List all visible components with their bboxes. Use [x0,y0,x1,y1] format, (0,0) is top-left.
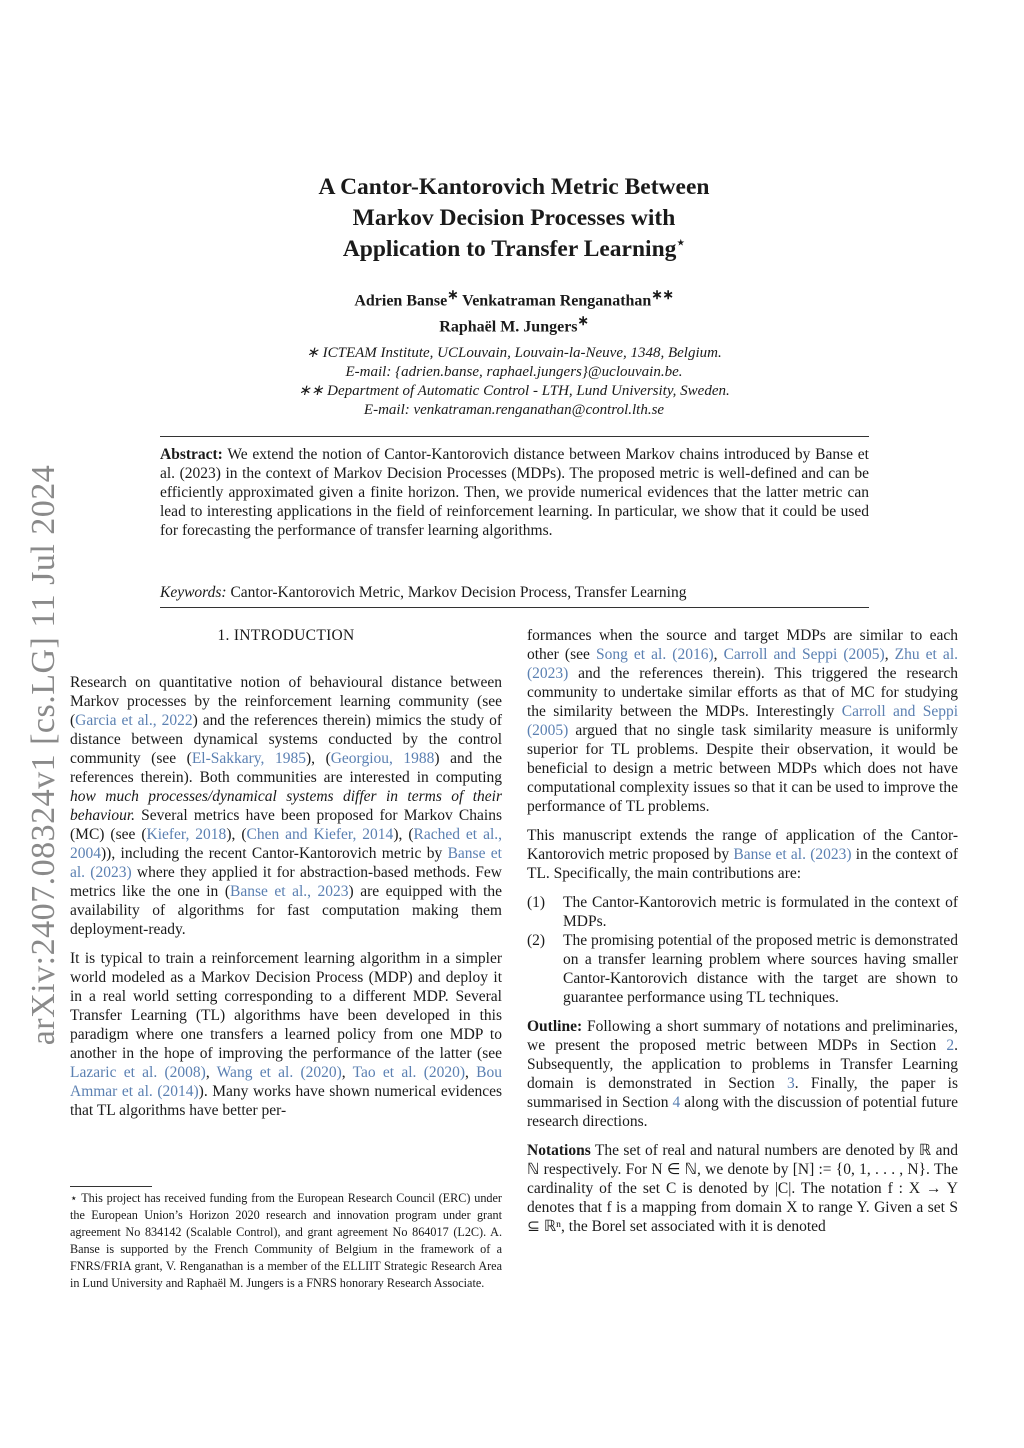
paper-title [200,172,828,265]
abstract-label: Abstract: [160,446,223,463]
citation-link[interactable]: Carroll and Seppi (2005) [723,646,885,663]
title-footnote-star[interactable]: ⋆ [676,236,686,252]
section-heading: 1. INTRODUCTION [217,627,355,644]
author-name: Raphaël M. Jungers [439,318,578,336]
citation-link[interactable]: Rached et al., 2004 [70,826,503,862]
citation-link[interactable]: Chen and Kiefer, 2014 [246,826,394,843]
author-mark: ∗ [577,313,589,329]
title-line-3: Application to Transfer Learning⋆ [342,236,686,262]
author-name: Adrien Banse [354,292,448,310]
citation-link[interactable]: Bou Ammar et al. (2014) [70,1064,502,1100]
author-mark: ∗ [447,287,459,302]
citation-link[interactable]: Carroll and Seppi (2005) [527,703,959,739]
right-column [527,626,958,1246]
author-name: Venkatraman Renganathan [462,292,652,310]
abstract-text: We extend the notion of Cantor-Kantorovich distance between Markov chains introduced by Banse et al. (2023) in the context of Markov Decision Processes (MDPs). The proposed metric is well-defined and can be efficiently approximated given a finite horizon. Then, we provide numerical evidences that the latter metric can lead to interesting applications in the field of reinforcement learning. In particular, we show that it could be used for forecasting the performance of transfer learning algorithms. [160,446,869,539]
notations-paragraph: Notations The set of real and natural numbers are denoted by ℝ and ℕ respectively. For N ∈ ℕ, we denote by [N] := {0, 1, . . . , N}. The cardinality of the set C is denoted by |C|. The notation f : X → Y denotes that f is a mapping from domain X to range Y. Given a set S ⊆ ℝⁿ, the Borel set associated with it is denoted [527,1142,958,1235]
citation-link[interactable]: Georgiou, 1988 [330,750,435,767]
intro-paragraph-2: It is typical to train a reinforcement learning algorithm in a simpler world modeled as a Markov Decision Process (MDP) and deploy it in a real world setting corresponding to a different MDP. Several Transfer Learning (TL) algorithms have been developed in this paradigm where one transfers a learned policy from one MDP to another in the hope of improving the performance of the latter (see Lazaric et al. (2008), Wang et al. (2020), Tao et al. (2020), Bou Ammar et al. (2014)). Many works have shown numerical evidences that TL algorithms have better per- [70,950,503,1119]
abstract-top-rule [160,436,869,437]
affiliation-line: ∗ ICTEAM Institute, UCLouvain, Louvain-la-Neuve, 1348, Belgium. [306,345,722,361]
title-line-1: A Cantor-Kantorovich Metric Between [318,174,710,200]
outline-paragraph: Outline: Following a short summary of notations and preliminaries, we present the proposed metric between MDPs in Section 2. Subsequently, the application to problems in Transfer Learning domain is demonstrated in Section 3. Finally, the paper is summarised in Section 4 along with the discussion of potential future research directions. [527,1018,958,1130]
intro-paragraph-3: formances when the source and target MDPs are similar to each other (see Song et al. (2016), Carroll and Seppi (2005), Zhu et al. (2023) and the references therein). This triggered the research community to undertake similar efforts as that of MC for studying the similarity between the MDPs. Interestingly Carroll and Seppi (2005) argued that no single task similarity measure is uniformly superior for TL problems. Despite their observation, it would be beneficial to design a metric between MDPs which does not have computational complexity issues so that it can be used to improve the performance of TL problems. [527,627,959,815]
email-line: E-mail: venkatraman.renganathan@control.lth.se [363,402,665,418]
author-list [200,285,828,338]
outline-label: Outline: [527,1018,583,1035]
footnote: ⋆ This project has received funding from the European Research Council (ERC) under the European Union’s Horizon 2020 research and innovation program under grant agreement No 834142 (Scalable Control), and grant agreement No 864017 (L2C). A. Banse is supported by the French Community of Belgium in the framework of a FNRS/FRIA grant, V. Renganathan is a member of the ELLIIT Strategic Research Area in Lund University and Raphaël M. Jungers is a FNRS honorary Research Associate. [70,1191,502,1290]
keywords [160,583,869,602]
notations-label: Notations [527,1142,591,1159]
citation-link[interactable]: Kiefer, 2018 [146,826,227,843]
email-line: E-mail: {adrien.banse, raphael.jungers}@uclouvain.be. [345,364,683,380]
citation-link[interactable]: Banse et al. (2023) [70,845,502,881]
affiliation-line: ∗∗ Department of Automatic Control - LTH, Lund University, Sweden. [298,383,730,399]
citation-link[interactable]: Tao et al. (2020) [352,1064,466,1081]
list-text: The Cantor-Kantorovich metric is formulated in the context of MDPs. [563,894,958,930]
affiliations [200,344,828,420]
citation-link[interactable]: Banse et al. (2023) [733,846,852,863]
list-number: (2) [527,932,546,949]
abstract [160,445,869,540]
contribution-list [527,893,958,1007]
footnote-rule [70,1186,152,1187]
citation-link[interactable]: Lazaric et al. (2008) [70,1064,206,1081]
left-column [70,626,502,1130]
list-number: (1) [527,894,546,911]
abstract-bottom-rule [160,607,869,608]
intro-paragraph-4: This manuscript extends the range of application of the Cantor-Kantorovich metric proposed by Banse et al. (2023) in the context of TL. Specifically, the main contributions are: [527,827,959,882]
author-mark: ∗∗ [651,287,674,302]
list-item [527,931,958,1007]
intro-paragraph-1: Research on quantitative notion of behavioural distance between Markov processes by the reinforcement learning community (see (Garcia et al., 2022) and the references therein) mimics the study of distance between dynamical systems conducted by the control community (see (El-Sakkary, 1985), (Georgiou, 1988) and the references therein). Both communities are interested in computing how much processes/dynamical systems differ in terms of their behaviour. Several metrics have been proposed for Markov Chains (MC) (see (Kiefer, 2018), (Chen and Kiefer, 2014), (Rached et al., 2004)), including the recent Cantor-Kantorovich metric by Banse et al. (2023) where they applied it for abstraction-based methods. Few metrics like the one in (Banse et al., 2023) are equipped with the availability of algorithms for fast computation making them deployment-ready. [70,674,503,938]
keywords-label: Keywords: [160,584,227,601]
arxiv-stamp: arXiv:2407.08324v1 [cs.LG] 11 Jul 2024 [25,464,62,1046]
citation-link[interactable]: Banse et al., 2023 [229,883,349,900]
citation-link[interactable]: Wang et al. (2020) [216,1064,342,1081]
section-link[interactable]: 3 [787,1075,795,1092]
section-link[interactable]: 4 [672,1094,681,1111]
list-item [527,893,958,931]
list-text: The promising potential of the proposed metric is demonstrated on a transfer learning problem where sources having smaller Cantor-Kantorovich distance with the target are shown to guarantee performance using TL techniques. [563,932,958,1006]
title-line-2: Markov Decision Processes with [352,205,676,231]
section-link[interactable]: 2 [946,1037,955,1054]
keywords-text: Cantor-Kantorovich Metric, Markov Decision Process, Transfer Learning [230,584,687,601]
citation-link[interactable]: Garcia et al., 2022 [75,712,193,729]
citation-link[interactable]: El-Sakkary, 1985 [191,750,306,767]
citation-link[interactable]: Song et al. (2016) [595,646,714,663]
citation-link[interactable]: Zhu et al. (2023) [527,646,958,682]
